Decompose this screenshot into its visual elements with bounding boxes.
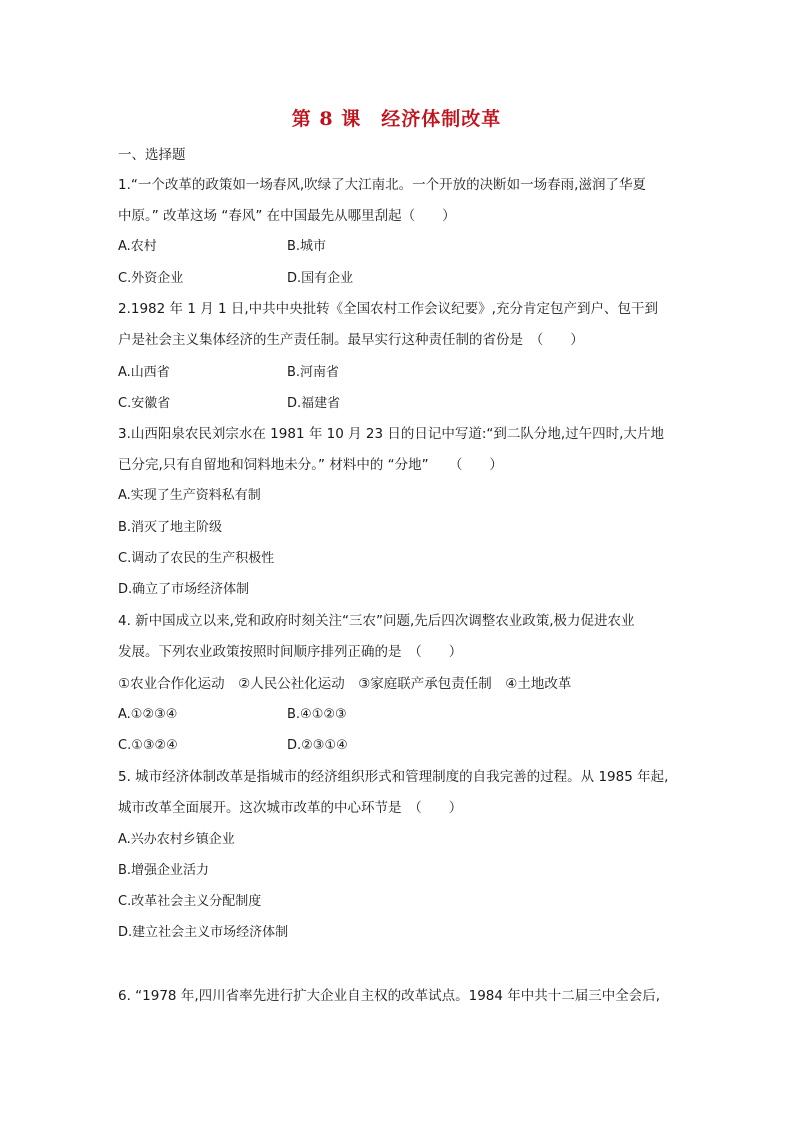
q1-stem-line2: 中原。” 改革这场 “春风” 在中国最先从哪里刮起（ ）	[118, 208, 456, 224]
q5-stem-line1: 5. 城市经济体制改革是指城市的经济组织形式和管理制度的自我完善的过程。从 1985 年起,	[118, 769, 669, 785]
q1-option-a: A.农村	[118, 239, 157, 254]
q4-option-c: C.①③②④	[118, 738, 178, 753]
q5-stem-line2: 城市改革全面展开。这次城市改革的中心环节是 （ ）	[118, 800, 463, 816]
q3-stem-line2: 已分完,只有自留地和饲料地未分。” 材料中的 “分地” （ ）	[118, 457, 503, 473]
q4-stem-line3: ①农业合作化运动 ②人民公社化运动 ③家庭联产承包责任制 ④土地改革	[118, 676, 572, 692]
q2-stem-line1: 2.1982 年 1 月 1 日,中共中央批转《全国农村工作会议纪要》,充分肯定包产到户、包干到	[118, 301, 658, 317]
q2-stem-line2: 户是社会主义集体经济的生产责任制。最早实行这种责任制的省份是 （ ）	[118, 332, 584, 348]
q3-option-b: B.消灭了地主阶级	[118, 520, 223, 535]
q4-option-a: A.①②③④	[118, 707, 178, 722]
q3-option-a: A.实现了生产资料私有制	[118, 488, 261, 503]
q4-stem-line2: 发展。下列农业政策按照时间顺序排列正确的是 （ ）	[118, 644, 463, 660]
q1-stem-line1: 1.“一个改革的政策如一场春风,吹绿了大江南北。一个开放的决断如一场春雨,滋润了华夏	[118, 177, 646, 193]
q5-option-c: C.改革社会主义分配制度	[118, 894, 262, 909]
q2-option-d: D.福建省	[287, 396, 341, 411]
q4-option-d: D.②③①④	[287, 738, 348, 753]
q4-option-b: B.④①②③	[287, 707, 347, 722]
q2-option-a: A.山西省	[118, 365, 170, 380]
q3-option-c: C.调动了农民的生产积极性	[118, 551, 275, 566]
q6-stem-line1: 6. “1978 年,四川省率先进行扩大企业自主权的改革试点。1984 年中共十二届三中全会后,	[118, 988, 661, 1004]
q5-option-b: B.增强企业活力	[118, 863, 210, 878]
q2-option-c: C.安徽省	[118, 396, 171, 411]
section-heading: 一、选择题	[118, 147, 186, 163]
q3-stem-line1: 3.山西阳泉农民刘宗水在 1981 年 10 月 23 日的日记中写道:“到二队分地,过午四时,大片地	[118, 426, 664, 442]
q5-option-a: A.兴办农村乡镇企业	[118, 832, 235, 847]
q1-option-c: C.外资企业	[118, 271, 184, 286]
q4-stem-line1: 4. 新中国成立以来,党和政府时刻关注“三农”问题,先后四次调整农业政策,极力促进农业	[118, 613, 635, 629]
q3-option-d: D.确立了市场经济体制	[118, 582, 250, 597]
lesson-title: 第 8 课 经济体制改革	[291, 108, 502, 130]
q5-option-d: D.建立社会主义市场经济体制	[118, 925, 289, 940]
q1-option-d: D.国有企业	[287, 271, 354, 286]
q2-option-b: B.河南省	[287, 365, 340, 380]
q1-option-b: B.城市	[287, 239, 327, 254]
